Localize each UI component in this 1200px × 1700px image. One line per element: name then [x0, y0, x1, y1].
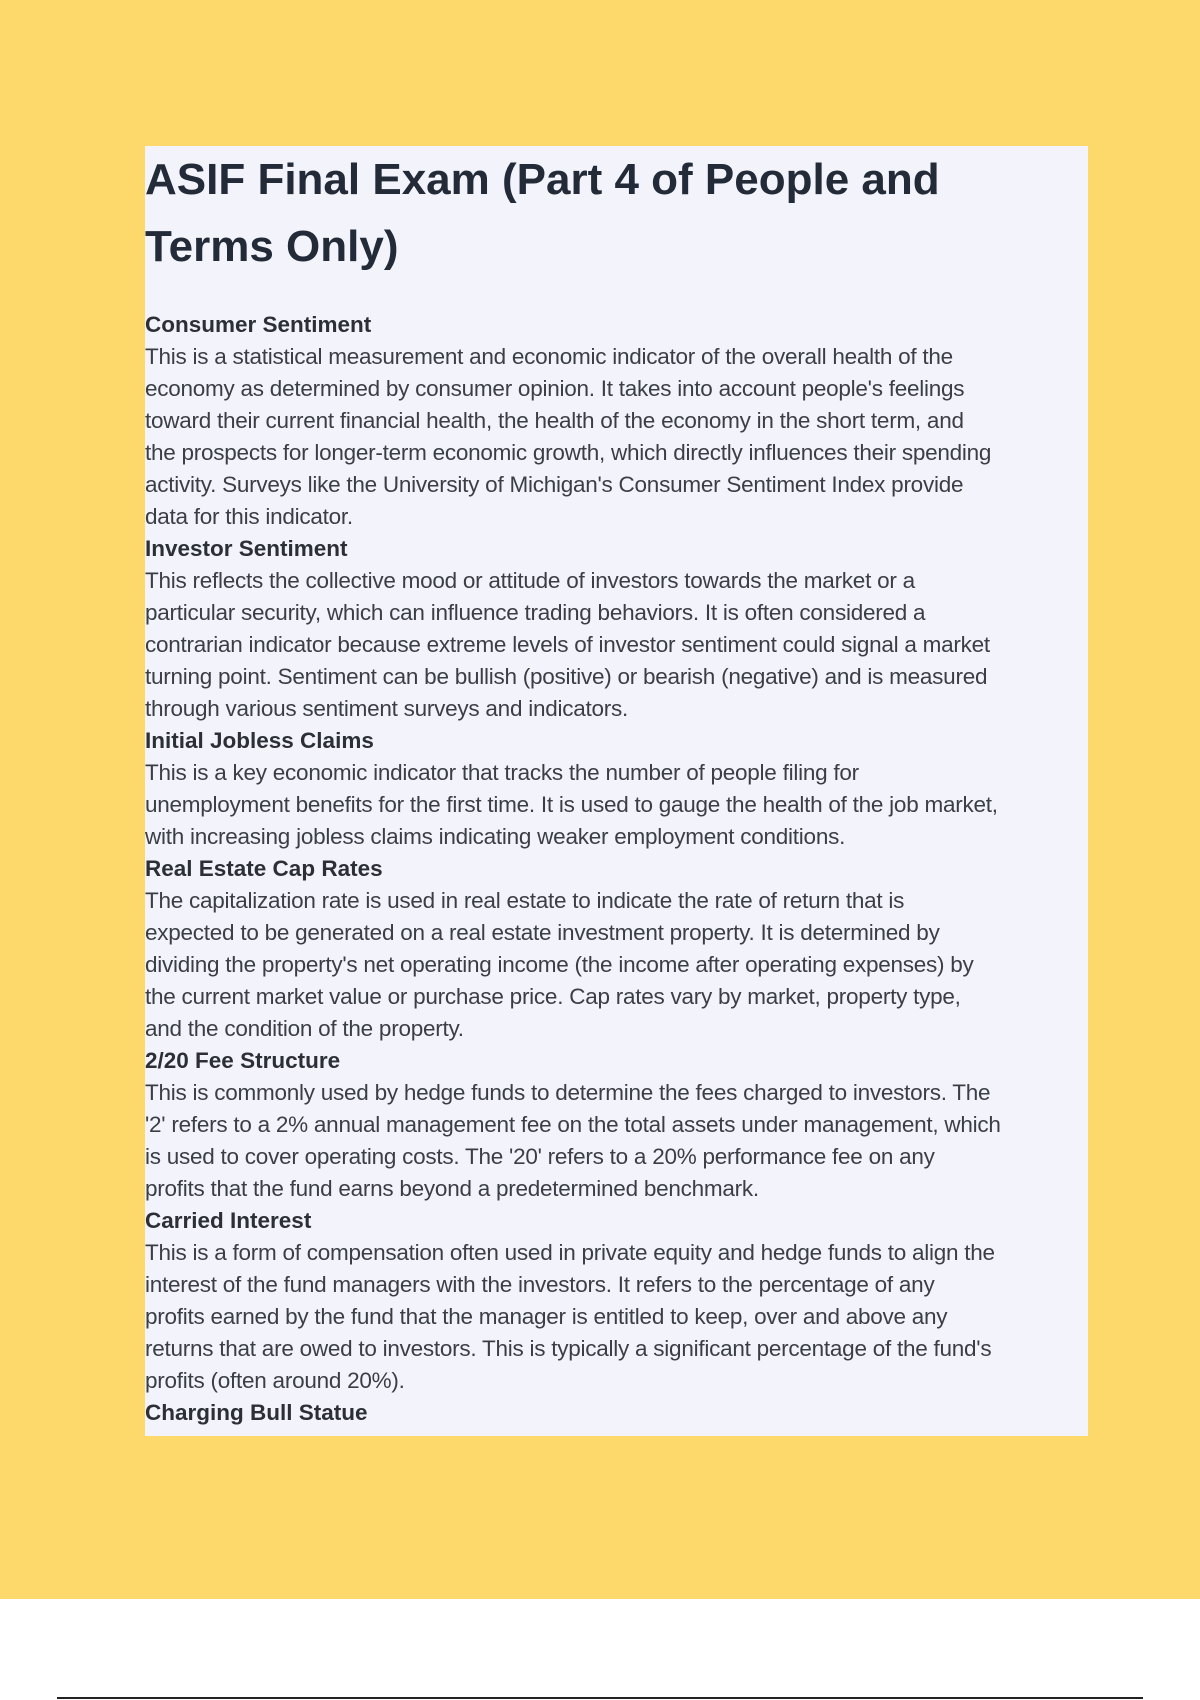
definition-line: economy as determined by consumer opinion. It takes into account people's feelings: [145, 376, 965, 401]
definition-line: This is a form of compensation often used in private equity and hedge funds to align the: [145, 1240, 995, 1265]
definition-line: contrarian indicator because extreme levels of investor sentiment could signal a market: [145, 632, 990, 657]
definition-line: profits earned by the fund that the manager is entitled to keep, over and above any: [145, 1304, 948, 1329]
definition-line: '2' refers to a 2% annual management fee on the total assets under management, which: [145, 1112, 1001, 1137]
entry-definition: [145, 565, 1090, 725]
definition-line: This is a key economic indicator that tracks the number of people filing for: [145, 760, 859, 785]
definition-line: interest of the fund managers with the investors. It refers to the percentage of any: [145, 1272, 935, 1297]
glossary-entry: [145, 1205, 1090, 1397]
entry-definition: [145, 885, 1090, 1045]
definition-line: the current market value or purchase price. Cap rates vary by market, property type,: [145, 984, 961, 1009]
entry-definition: [145, 757, 1090, 853]
entry-term: Charging Bull Statue: [145, 1400, 368, 1425]
entry-definition: [145, 1077, 1090, 1205]
definition-line: toward their current financial health, the health of the economy in the short term, and: [145, 408, 964, 433]
definition-line: data for this indicator.: [145, 504, 353, 529]
entry-term: Initial Jobless Claims: [145, 728, 374, 753]
glossary-entry: [145, 533, 1090, 725]
glossary-entries: [145, 309, 1090, 1429]
definition-line: and the condition of the property.: [145, 1016, 464, 1041]
definition-line: particular security, which can influence trading behaviors. It is often considered a: [145, 600, 926, 625]
definition-line: profits that the fund earns beyond a predetermined benchmark.: [145, 1176, 759, 1201]
page-title: [145, 146, 1088, 280]
definition-line: unemployment benefits for the first time. It is used to gauge the health of the job market,: [145, 792, 998, 817]
definition-line: profits (often around 20%).: [145, 1368, 405, 1393]
entry-definition: [145, 341, 1090, 533]
definition-line: turning point. Sentiment can be bullish (positive) or bearish (negative) and is measured: [145, 664, 988, 689]
entry-term: Real Estate Cap Rates: [145, 856, 383, 881]
entry-term: Investor Sentiment: [145, 536, 348, 561]
document-panel: [145, 146, 1088, 1436]
glossary-entry: [145, 309, 1090, 533]
definition-line: expected to be generated on a real estate investment property. It is determined by: [145, 920, 940, 945]
definition-line: The capitalization rate is used in real estate to indicate the rate of return that is: [145, 888, 905, 913]
page-title-line-2: Terms Only): [145, 222, 399, 271]
definition-line: through various sentiment surveys and indicators.: [145, 696, 629, 721]
definition-line: with increasing jobless claims indicating weaker employment conditions.: [145, 824, 846, 849]
glossary-entry: [145, 853, 1090, 1045]
entry-term: Carried Interest: [145, 1208, 312, 1233]
definition-line: the prospects for longer-term economic growth, which directly influences their spending: [145, 440, 992, 465]
definition-line: This is commonly used by hedge funds to determine the fees charged to investors. The: [145, 1080, 991, 1105]
entry-definition: [145, 1237, 1090, 1397]
definition-line: This is a statistical measurement and economic indicator of the overall health of the: [145, 344, 953, 369]
definition-line: returns that are owed to investors. This is typically a significant percentage of the fund's: [145, 1336, 992, 1361]
entry-term: 2/20 Fee Structure: [145, 1048, 341, 1073]
definition-line: dividing the property's net operating income (the income after operating expenses) by: [145, 952, 974, 977]
entry-term: Consumer Sentiment: [145, 312, 372, 337]
definition-line: activity. Surveys like the University of Michigan's Consumer Sentiment Index provide: [145, 472, 964, 497]
glossary-entry: [145, 1397, 1090, 1429]
definition-line: is used to cover operating costs. The '20' refers to a 20% performance fee on any: [145, 1144, 935, 1169]
glossary-entry: [145, 1045, 1090, 1205]
glossary-entry: [145, 725, 1090, 853]
definition-line: This reflects the collective mood or attitude of investors towards the market or a: [145, 568, 915, 593]
footer-divider: [57, 1697, 1143, 1699]
page-title-line-1: ASIF Final Exam (Part 4 of People and: [145, 155, 940, 204]
